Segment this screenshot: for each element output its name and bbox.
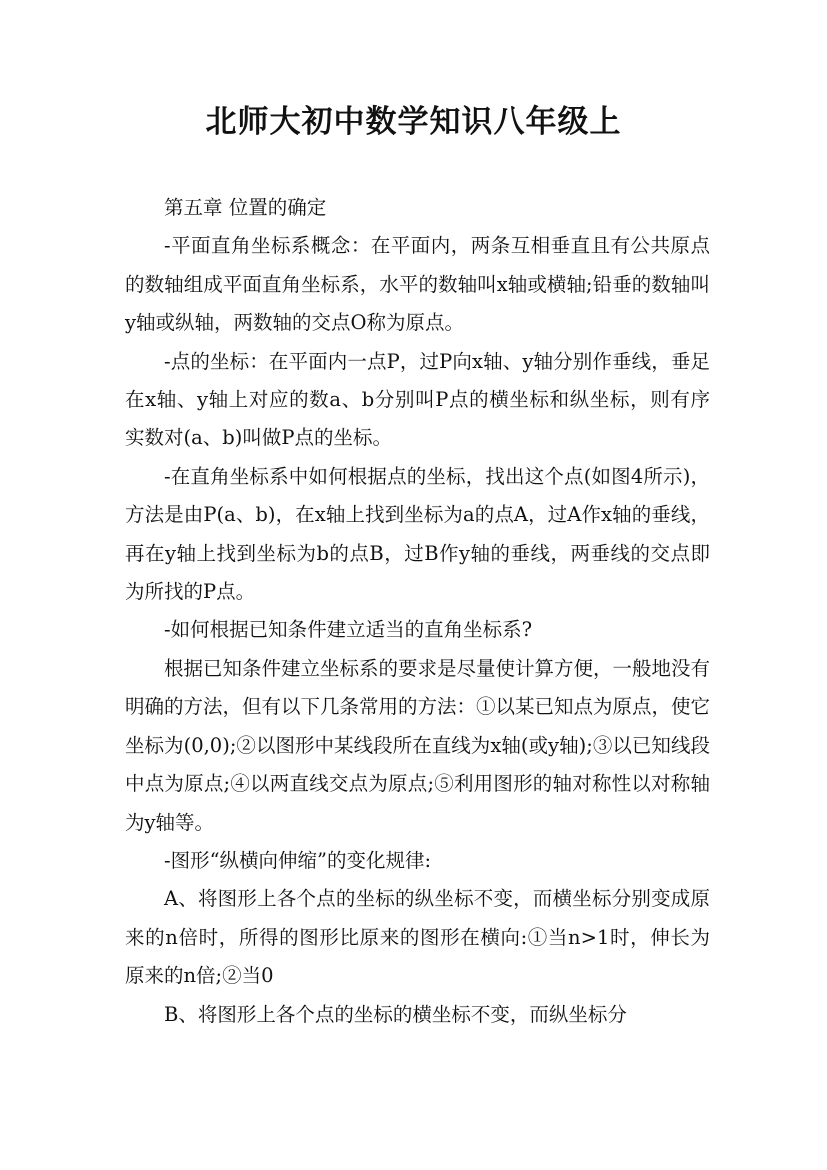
document-title: 北师大初中数学知识八年级上	[205, 104, 622, 140]
paragraph-question: -如何根据已知条件建立适当的直角坐标系?	[164, 618, 533, 642]
paragraph-point-coordinates: -点的坐标：在平面内一点P，过P向x轴、y轴分别作垂线，垂足在x轴、y轴上对应的数a、b分别叫P点的横坐标和纵坐标，则有序实数对(a、b)叫做P点的坐标。	[125, 349, 710, 450]
document-body	[125, 189, 710, 1034]
paragraph-coordinate-system: -平面直角坐标系概念：在平面内，两条互相垂直且有公共原点的数轴组成平面直角坐标系，水平的数轴叫x轴或横轴;铅垂的数轴叫y轴或纵轴，两数轴的交点O称为原点。	[125, 234, 710, 335]
paragraph-methods: 根据已知条件建立坐标系的要求是尽量使计算方便，一般地没有明确的方法，但有以下几条常用的方法：①以某已知点为原点，使它坐标为(0,0);②以图形中某线段所在直线为x轴(或y轴);③以已知线段中点为原点;④以两直线交点为原点;⑤利用图形的轴对称性以对称轴为y轴等。	[125, 656, 711, 834]
chapter-heading: 第五章 位置的确定	[164, 196, 327, 219]
paragraph-rule-a: A、将图形上各个点的坐标的纵坐标不变，而横坐标分别变成原来的n倍时，所得的图形比原来的图形在横向:①当n>1时，伸长为原来的n倍;②当0	[125, 887, 710, 988]
paragraph-scaling-heading: -图形“纵横向伸缩”的变化规律:	[164, 848, 432, 872]
paragraph-locate-point: -在直角坐标系中如何根据点的坐标，找出这个点(如图4所示)，方法是由P(a、b)，在x轴上找到坐标为a的点A，过A作x轴的垂线，再在y轴上找到坐标为b的点B，过B作y轴的垂线，两垂线的交点即为所找的P点。	[125, 464, 710, 604]
paragraph-rule-b: B、将图形上各个点的坐标的横坐标不变，而纵坐标分	[164, 1002, 627, 1026]
